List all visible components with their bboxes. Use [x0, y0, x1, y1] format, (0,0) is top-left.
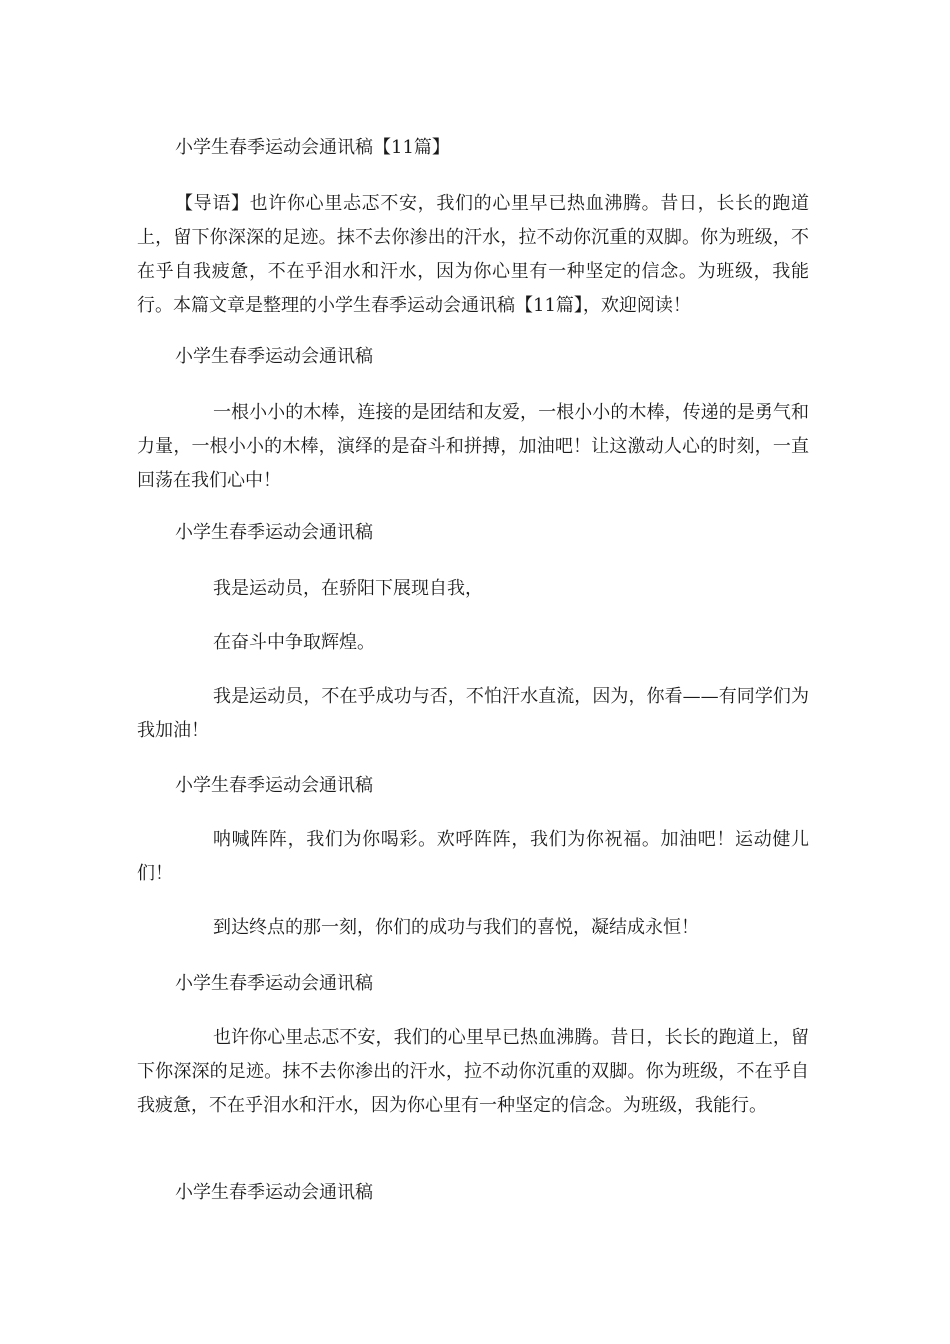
section-paragraph: 到达终点的那一刻，你们的成功与我们的喜悦，凝结成永恒！: [213, 917, 699, 938]
section-heading: 小学生春季运动会通讯稿: [175, 973, 373, 994]
section-paragraph: 呐喊阵阵，我们为你喝彩。欢呼阵阵，我们为你祝福。加油吧！运动健儿们！: [137, 829, 809, 884]
section-paragraph: 在奋斗中争取辉煌。: [213, 632, 375, 653]
document-title: 小学生春季运动会通讯稿【11篇】: [175, 137, 450, 158]
section-heading: 小学生春季运动会通讯稿: [175, 775, 373, 796]
section-heading: 小学生春季运动会通讯稿: [175, 1182, 373, 1203]
section-paragraph: 我是运动员，不在乎成功与否，不怕汗水直流，因为，你看——有同学们为我加油！: [137, 686, 809, 741]
section-paragraph: 一根小小的木棒，连接的是团结和友爱，一根小小的木棒，传递的是勇气和力量，一根小小的木棒，演绎的是奋斗和拼搏，加油吧！让这激动人心的时刻，一直回荡在我们心中！: [137, 402, 809, 491]
section-paragraph: 我是运动员，在骄阳下展现自我，: [213, 578, 483, 599]
section-heading: 小学生春季运动会通讯稿: [175, 522, 373, 543]
intro-paragraph: 【导语】也许你心里忐忑不安，我们的心里早已热血沸腾。昔日，长长的跑道上，留下你深深的足迹。抹不去你渗出的汗水，拉不动你沉重的双脚。你为班级，不在乎自我疲惫，不在乎泪水和汗水，因为你心里有一种坚定的信念。为班级，我能行。本篇文章是整理的小学生春季运动会通讯稿【11篇】，欢迎阅读！: [137, 193, 809, 316]
section-heading: 小学生春季运动会通讯稿: [175, 346, 373, 367]
section-paragraph: 也许你心里忐忑不安，我们的心里早已热血沸腾。昔日，长长的跑道上，留下你深深的足迹。抹不去你渗出的汗水，拉不动你沉重的双脚。你为班级，不在乎自我疲惫，不在乎泪水和汗水，因为你心里有一种坚定的信念。为班级，我能行。: [137, 1027, 809, 1116]
